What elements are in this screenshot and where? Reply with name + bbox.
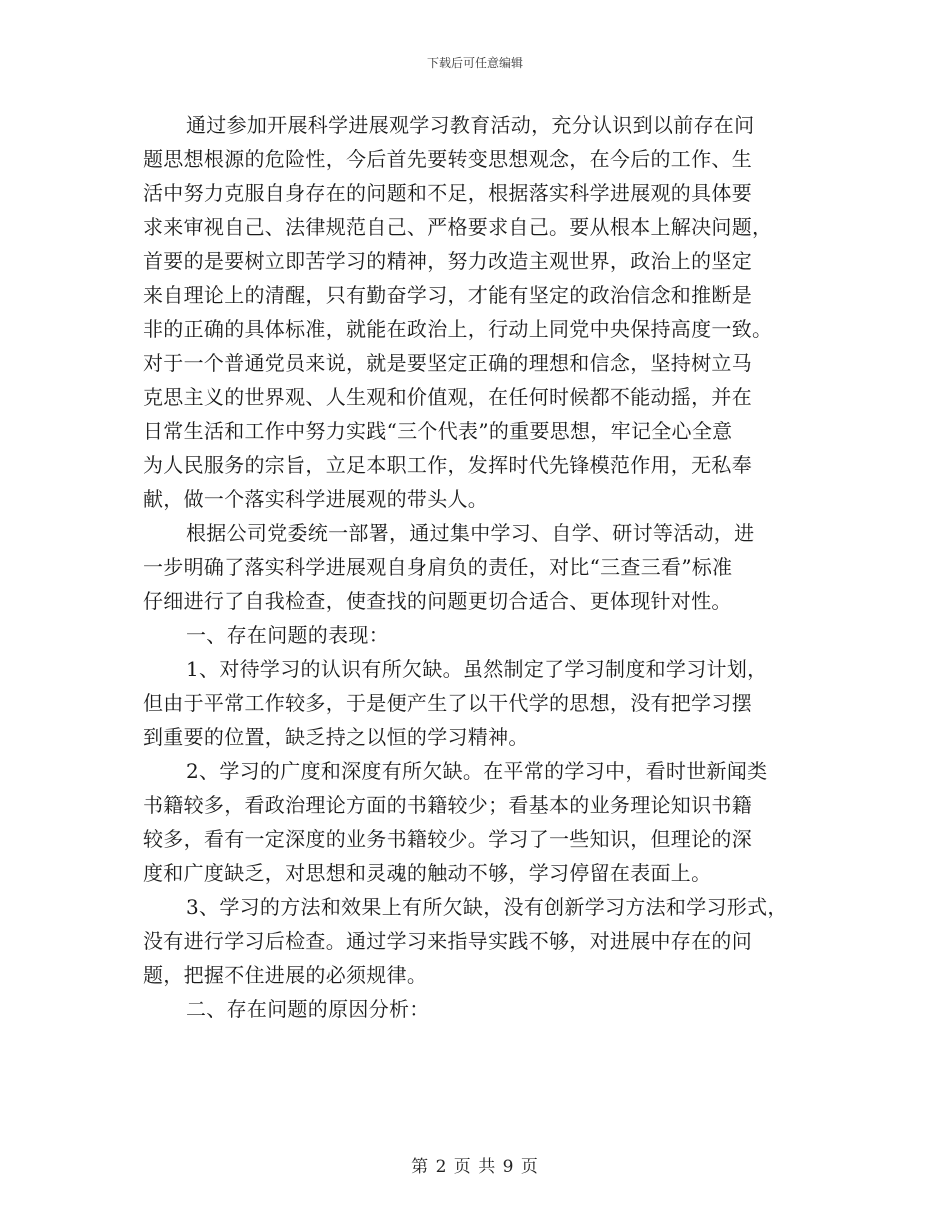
text-line: 3、学习的方法和效果上有所欠缺，没有创新学习方法和学习形式， bbox=[186, 895, 788, 919]
text-line: 克思主义的世界观、人生观和价值观，在任何时候都不能动摇，并在 bbox=[143, 385, 752, 409]
text-line: 一步明确了落实科学进展观自身肩负的责任，对比“三查三看”标准 bbox=[143, 555, 733, 579]
text-line: 通过参加开展科学进展观学习教育活动，充分认识到以前存在问 bbox=[186, 113, 755, 137]
text-line: 日常生活和工作中努力实践“三个代表”的重要思想，牢记全心全意 bbox=[143, 419, 733, 443]
text-line: 活中努力克服自身存在的问题和不足，根据落实科学进展观的具体要 bbox=[143, 181, 752, 205]
text-line: 2、学习的广度和深度有所欠缺。在平常的学习中，看时世新闻类 bbox=[186, 759, 768, 783]
text-line: 非的正确的具体标准，就能在政治上，行动上同党中央保持高度一致。 bbox=[143, 317, 773, 341]
text-line: 1、对待学习的认识有所欠缺。虽然制定了学习制度和学习计划， bbox=[186, 657, 768, 681]
text-line: 但由于平常工作较多，于是便产生了以干代学的思想，没有把学习摆 bbox=[143, 691, 752, 715]
page-number-footer: 第 2 页 共 9 页 bbox=[411, 1157, 539, 1177]
text-line: 到重要的位置，缺乏持之以恒的学习精神。 bbox=[143, 725, 529, 749]
document-body bbox=[143, 108, 823, 1026]
text-line: 一、存在问题的表现： bbox=[186, 623, 389, 647]
text-line: 根据公司党委统一部署，通过集中学习、自学、研讨等活动，进 bbox=[186, 521, 755, 545]
text-line: 为人民服务的宗旨，立足本职工作，发挥时代先锋模范作用，无私奉 bbox=[143, 453, 752, 477]
page-header-note: 下载后可任意编辑 bbox=[426, 56, 523, 70]
text-line: 求来审视自己、法律规范自己、严格要求自己。要从根本上解决问题， bbox=[143, 215, 773, 239]
text-line: 对于一个普通党员来说，就是要坚定正确的理想和信念，坚持树立马 bbox=[143, 351, 752, 375]
text-line: 来自理论上的清醒，只有勤奋学习，才能有坚定的政治信念和推断是 bbox=[143, 283, 752, 307]
text-line: 题，把握不住进展的必须规律。 bbox=[143, 963, 428, 987]
text-line: 仔细进行了自我检查，使查找的问题更切合适合、更体现针对性。 bbox=[143, 589, 732, 613]
text-line: 度和广度缺乏，对思想和灵魂的触动不够，学习停留在表面上。 bbox=[143, 861, 712, 885]
text-line: 较多，看有一定深度的业务书籍较少。学习了一些知识，但理论的深 bbox=[143, 827, 752, 851]
text-line: 没有进行学习后检查。通过学习来指导实践不够，对进展中存在的问 bbox=[143, 929, 752, 953]
text-line: 书籍较多，看政治理论方面的书籍较少；看基本的业务理论知识书籍 bbox=[143, 793, 752, 817]
text-line: 首要的是要树立即苦学习的精神，努力改造主观世界，政治上的坚定 bbox=[143, 249, 752, 273]
text-line: 献，做一个落实科学进展观的带头人。 bbox=[143, 487, 489, 511]
text-line: 题思想根源的危险性，今后首先要转变思想观念，在今后的工作、生 bbox=[143, 147, 752, 171]
text-line: 二、存在问题的原因分析： bbox=[186, 997, 430, 1021]
